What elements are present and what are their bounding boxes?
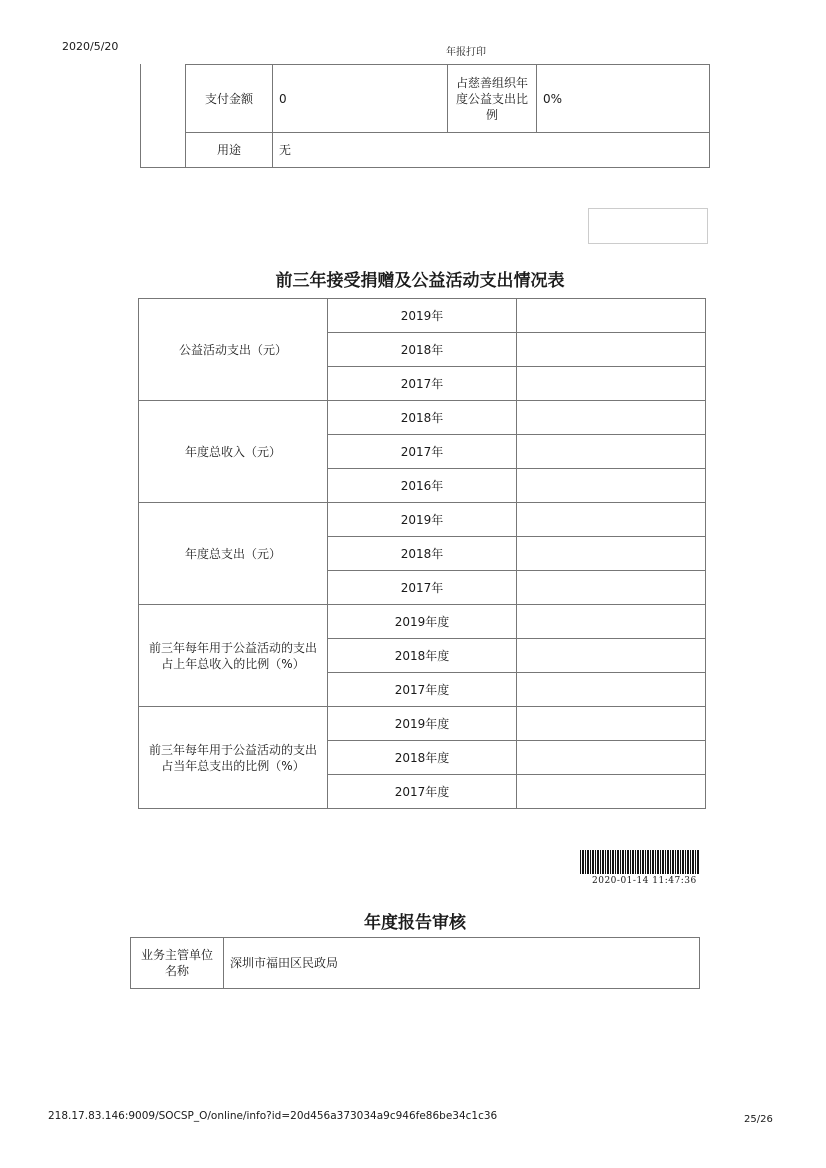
- year-cell: 2018年: [328, 401, 517, 435]
- value-cell: [517, 299, 706, 333]
- review-table: [130, 937, 700, 989]
- year-cell: 2019年: [328, 503, 517, 537]
- usage-value: 无: [273, 133, 710, 168]
- year-cell: 2018年: [328, 537, 517, 571]
- value-cell: [517, 605, 706, 639]
- group-label: 年度总收入（元）: [139, 401, 328, 503]
- value-cell: [517, 571, 706, 605]
- year-cell: 2016年: [328, 469, 517, 503]
- three-year-table: [138, 298, 706, 809]
- year-cell: 2017年: [328, 435, 517, 469]
- footer-page-number: 25/26: [744, 1114, 773, 1125]
- usage-label: 用途: [186, 133, 273, 168]
- footer-url: 218.17.83.146:9009/SOCSP_O/online/info?id=20d456a373034a9c946fe86be34c1c36: [48, 1110, 498, 1122]
- value-cell: [517, 367, 706, 401]
- ratio-value: 0%: [537, 65, 710, 133]
- print-header-title: 年报打印: [446, 47, 486, 58]
- blank-box: [588, 208, 708, 244]
- barcode-image: [580, 850, 700, 874]
- value-cell: [517, 503, 706, 537]
- donation-usage-table: [185, 64, 710, 168]
- value-cell: [517, 741, 706, 775]
- authority-value: 深圳市福田区民政局: [224, 938, 700, 989]
- year-cell: 2019年度: [328, 605, 517, 639]
- value-cell: [517, 469, 706, 503]
- section-title-donations: 前三年接受捐赠及公益活动支出情况表: [275, 271, 565, 291]
- group-label: 公益活动支出（元）: [139, 299, 328, 401]
- year-cell: 2018年度: [328, 639, 517, 673]
- ratio-label: 占慈善组织年度公益支出比例: [448, 65, 537, 133]
- value-cell: [517, 639, 706, 673]
- value-cell: [517, 537, 706, 571]
- value-cell: [517, 333, 706, 367]
- year-cell: 2018年度: [328, 741, 517, 775]
- group-label: 前三年每年用于公益活动的支出占上年总收入的比例（%）: [139, 605, 328, 707]
- value-cell: [517, 707, 706, 741]
- group-label: 年度总支出（元）: [139, 503, 328, 605]
- year-cell: 2017年: [328, 367, 517, 401]
- authority-label: 业务主管单位名称: [131, 938, 224, 989]
- pay-amount-value: 0: [273, 65, 448, 133]
- section-title-review: 年度报告审核: [364, 913, 466, 933]
- value-cell: [517, 673, 706, 707]
- barcode-timestamp: 2020-01-14 11:47:36: [592, 876, 697, 886]
- year-cell: 2017年: [328, 571, 517, 605]
- value-cell: [517, 775, 706, 809]
- pay-amount-label: 支付金额: [186, 65, 273, 133]
- value-cell: [517, 401, 706, 435]
- year-cell: 2019年: [328, 299, 517, 333]
- year-cell: 2019年度: [328, 707, 517, 741]
- year-cell: 2017年度: [328, 673, 517, 707]
- year-cell: 2017年度: [328, 775, 517, 809]
- year-cell: 2018年: [328, 333, 517, 367]
- group-label: 前三年每年用于公益活动的支出占当年总支出的比例（%）: [139, 707, 328, 809]
- print-date: 2020/5/20: [62, 40, 119, 53]
- value-cell: [517, 435, 706, 469]
